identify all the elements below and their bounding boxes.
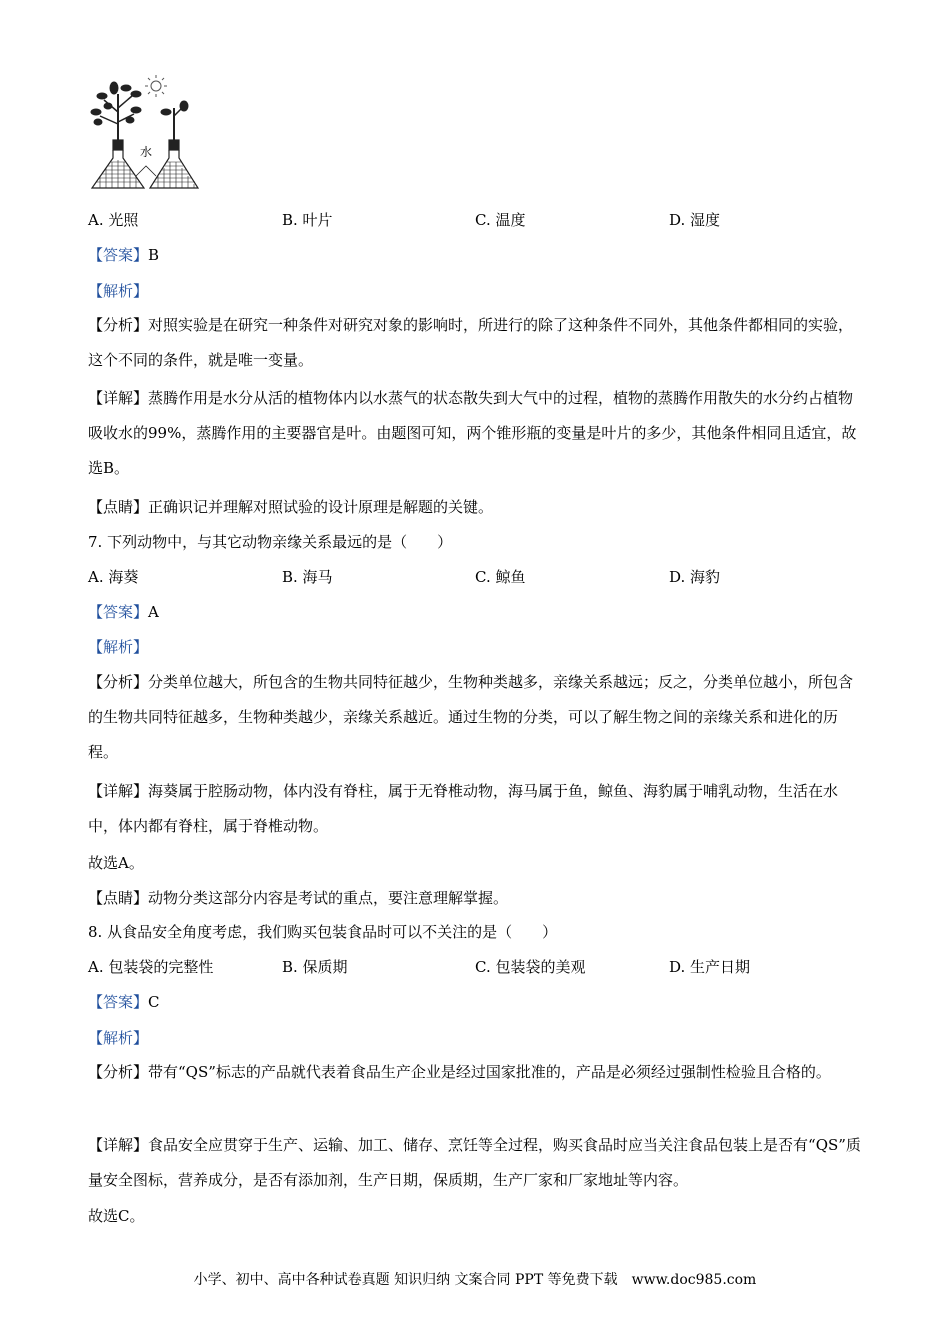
q7-xiangjie: 【详解】海葵属于腔肠动物，体内没有脊柱，属于无脊椎动物，海马属于鱼，鲸鱼、海豹属于哺乳动物，生活在水中，体内都有脊柱，属于脊椎动物。 (88, 782, 839, 835)
q8-xiangjie: 【详解】食品安全应贯穿于生产、运输、加工、储存、烹饪等全过程，购买食品时应当关注食品包装上是否有“QS”质量安全图标，营养成分，是否有添加剂，生产日期，保质期，生产厂家和厂家地址等内容。 (88, 1136, 861, 1189)
q7-conclusion: 故选A。 (88, 854, 144, 872)
water-label: 水 (140, 145, 153, 159)
q8-option-b: B. 保质期 (282, 958, 348, 976)
answer-value: B (148, 246, 160, 264)
q8-fenxi: 【分析】带有“QS”标志的产品就代表着食品生产企业是经过国家批准的，产品是必须经过强制性检验且合格的。 (88, 1063, 831, 1081)
q7-option-c: C. 鲸鱼 (475, 568, 526, 586)
q6-answer (88, 245, 159, 265)
q8-option-d: D. 生产日期 (669, 958, 751, 976)
q7-answer: 【答案】A (88, 603, 159, 621)
answer-tag: 【答案】 (88, 246, 149, 264)
q6-option-b: B. 叶片 (282, 211, 333, 229)
q8-answer: 【答案】C (88, 993, 160, 1011)
q8-option-c: C. 包装袋的美观 (475, 958, 586, 976)
q7-analysis-heading: 【解析】 (88, 638, 149, 656)
q8-analysis-heading: 【解析】 (88, 1029, 149, 1047)
q7-option-d: D. 海豹 (669, 568, 721, 586)
page-footer: 小学、初中、高中各种试卷真题 知识归纳 文案合同 PPT 等免费下载 www.doc985.com (193, 1272, 757, 1288)
q8-stem: 8. 从食品安全角度考虑，我们购买包装食品时可以不关注的是（ ） (88, 923, 558, 941)
q8-conclusion: 故选C。 (88, 1207, 145, 1225)
q7-stem: 7. 下列动物中，与其它动物亲缘关系最远的是（ ） (88, 533, 453, 551)
q7-fenxi: 【分析】分类单位越大，所包含的生物共同特征越少，生物种类越多，亲缘关系越远；反之，分类单位越小，所包含的生物共同特征越多，生物种类越少，亲缘关系越近。通过生物的分类，可以了解生物之间的亲缘关系和进化的历程。 (88, 673, 854, 761)
q7-option-a: A. 海葵 (88, 568, 139, 586)
q6-option-a: A. 光照 (88, 211, 139, 229)
flask-plant-illustration (86, 72, 206, 196)
q7-option-b: B. 海马 (282, 568, 333, 586)
q8-option-a: A. 包装袋的完整性 (88, 958, 214, 976)
q6-option-c: C. 温度 (475, 211, 526, 229)
q6-analysis-heading: 【解析】 (88, 282, 149, 300)
q7-dianjing: 【点睛】动物分类这部分内容是考试的重点，要注意理解掌握。 (88, 889, 509, 907)
q6-fenxi: 【分析】对照实验是在研究一种条件对研究对象的影响时，所进行的除了这种条件不同外，其他条件都相同的实验，这个不同的条件，就是唯一变量。 (88, 316, 854, 369)
experiment-figure (86, 72, 206, 196)
q6-dianjing: 【点睛】正确识记并理解对照试验的设计原理是解题的关键。 (88, 498, 494, 516)
sun-icon (145, 75, 167, 97)
q6-xiangjie: 【详解】蒸腾作用是水分从活的植物体内以水蒸气的状态散失到大气中的过程，植物的蒸腾作用散失的水分约占植物吸收水的99%，蒸腾作用的主要器官是叶。由题图可知，两个锥形瓶的变量是叶片的多少，其他条件相同且适宜，故选B。 (88, 389, 857, 477)
q6-option-d: D. 湿度 (669, 211, 721, 229)
